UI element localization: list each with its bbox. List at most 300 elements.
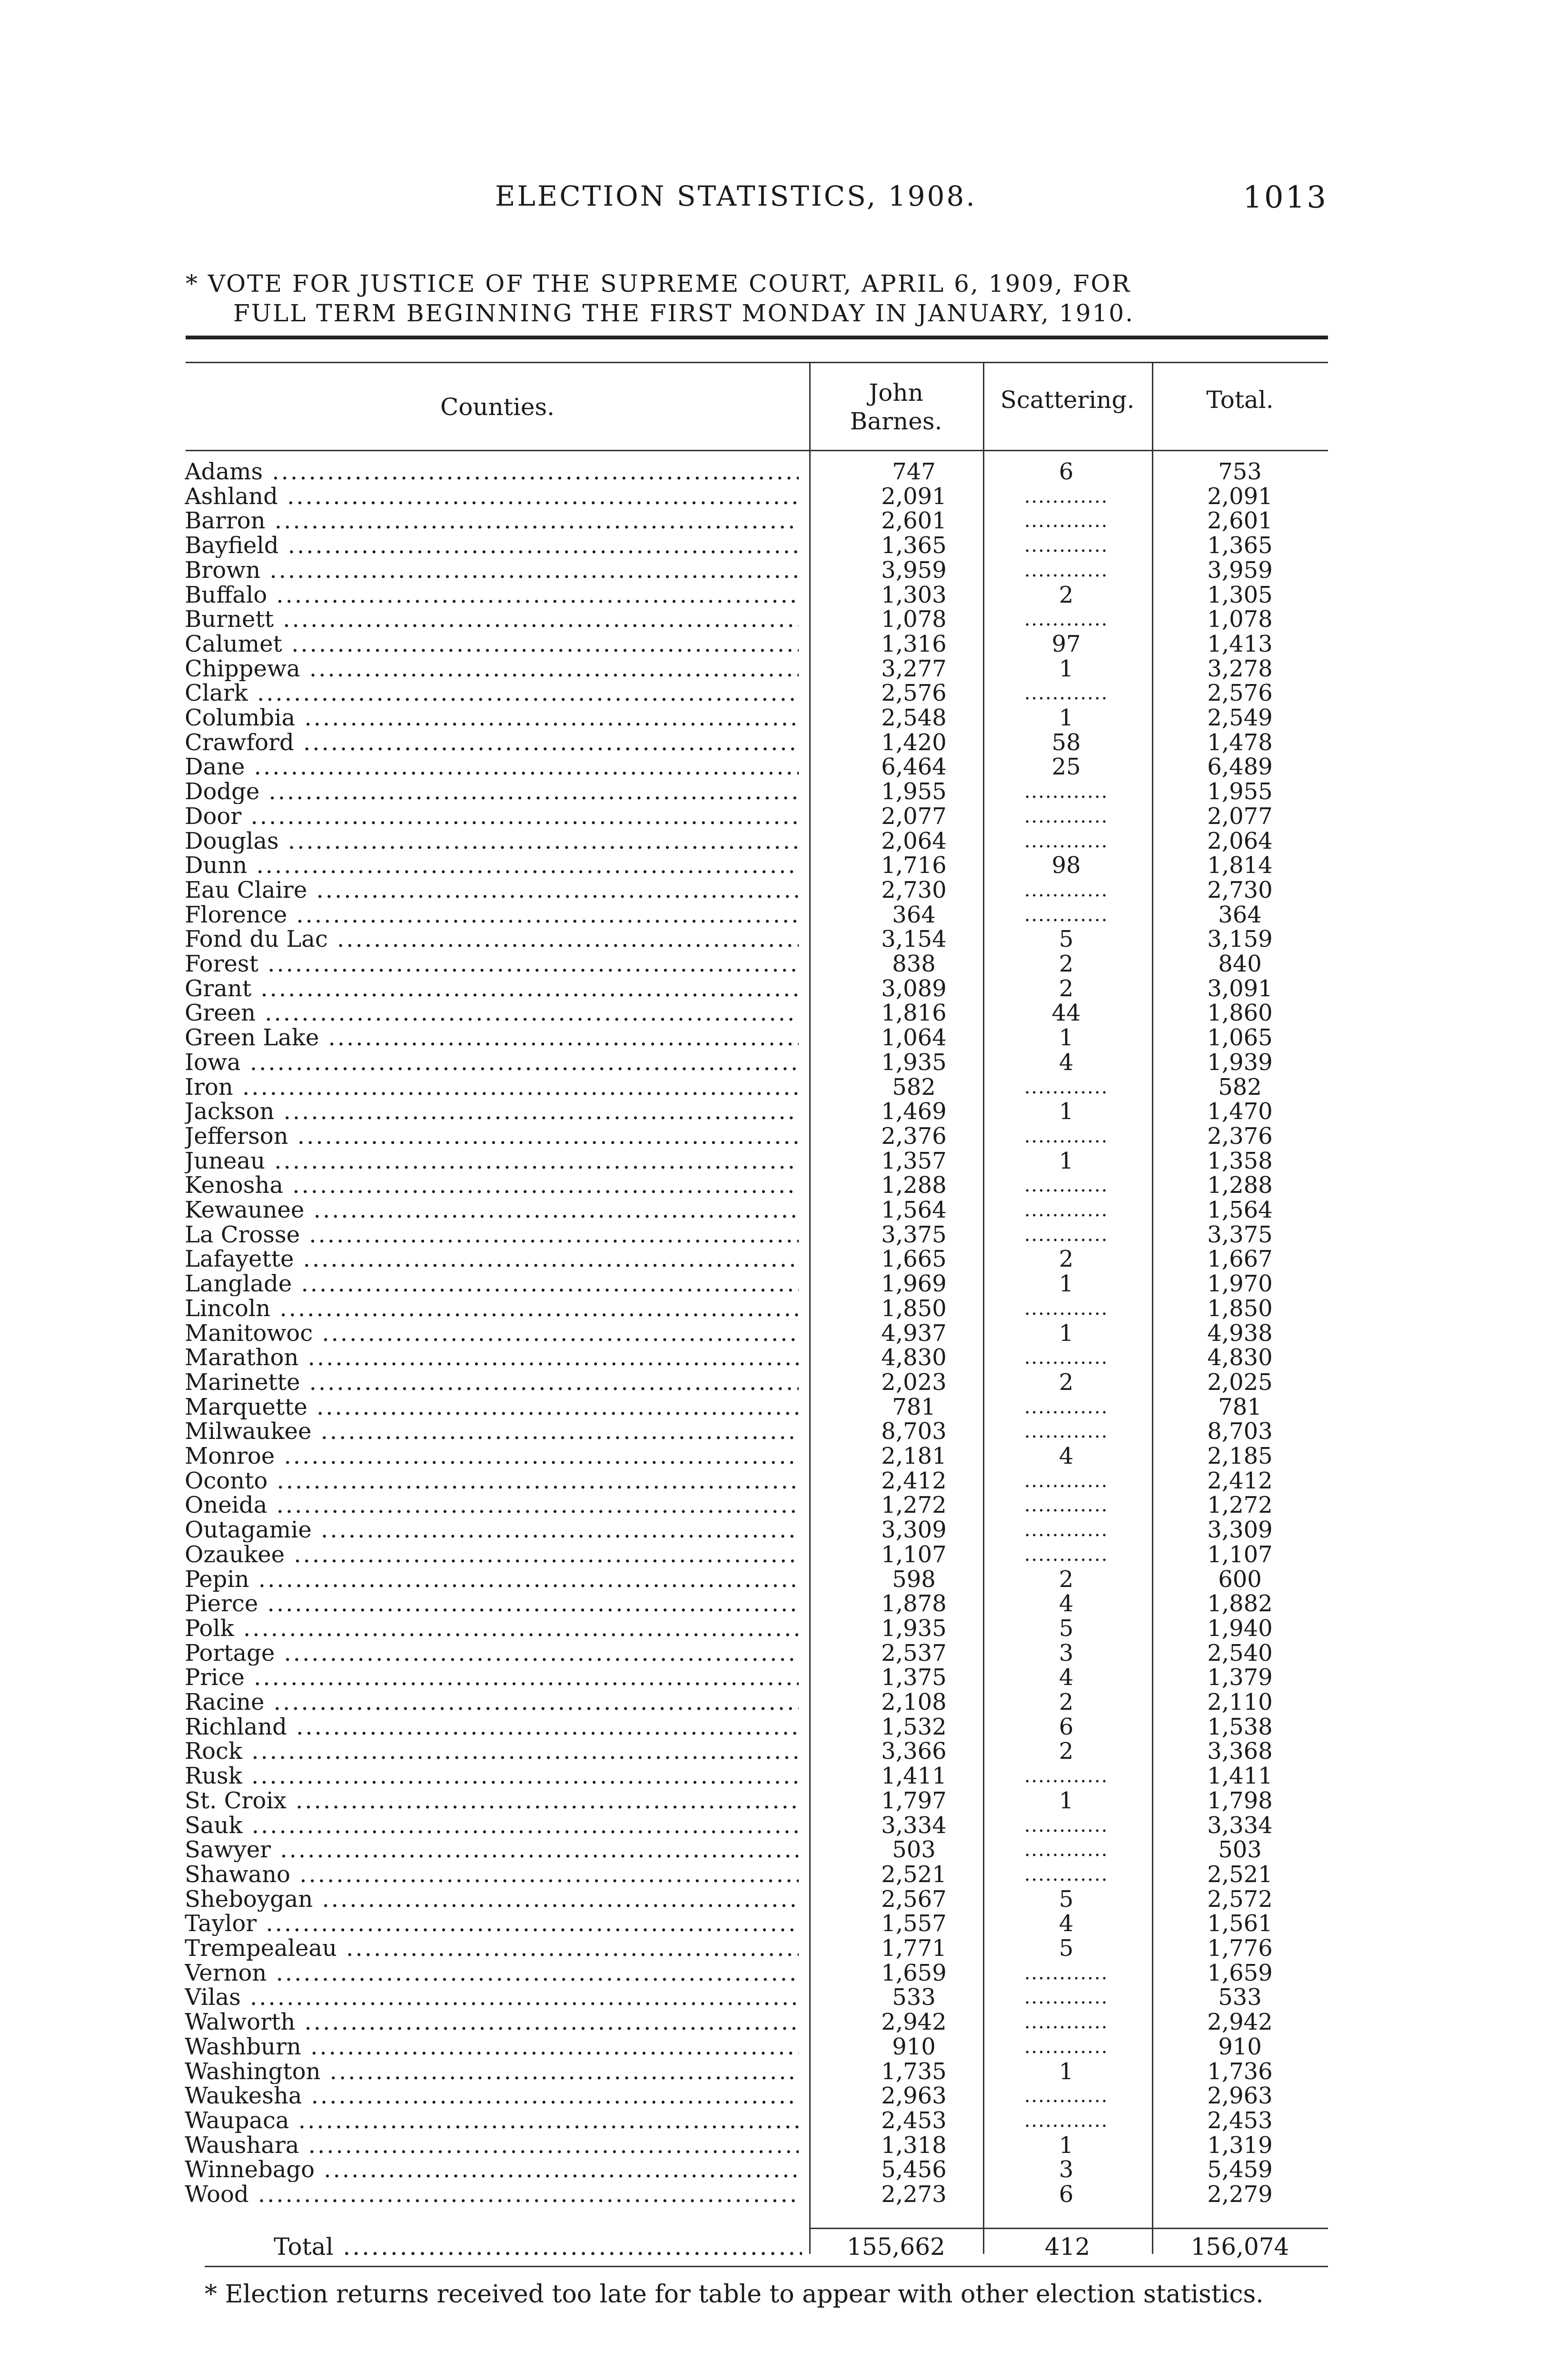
county-name: Waupaca .....	[185, 2108, 799, 2133]
header-bottom-rule	[186, 450, 1328, 451]
scattering-votes: 2	[1059, 582, 1074, 607]
county-name: Fond du Lac .....	[185, 927, 799, 952]
table-row	[0, 1764, 1546, 1788]
scattering-votes: ............	[1024, 1986, 1109, 2009]
total-votes: 1,776	[1207, 1936, 1273, 1961]
barnes-votes: 1,357	[881, 1148, 947, 1173]
scattering-votes: ............	[1024, 1494, 1109, 1517]
total-total: 156,074	[1190, 2233, 1289, 2261]
county-name: Florence .....	[185, 902, 799, 927]
total-votes: 1,939	[1207, 1050, 1273, 1075]
scattering-votes: 4	[1059, 1911, 1074, 1936]
scattering-votes: 4	[1059, 1665, 1074, 1690]
total-votes: 1,470	[1207, 1099, 1273, 1124]
barnes-votes: 3,309	[881, 1517, 947, 1543]
total-votes: 1,358	[1207, 1148, 1273, 1173]
table-row	[0, 2059, 1546, 2084]
table-row	[0, 976, 1546, 1001]
county-name: Outagamie .....	[185, 1517, 799, 1542]
table-row	[0, 583, 1546, 607]
table-row	[0, 804, 1546, 829]
county-name: Douglas .....	[185, 829, 799, 853]
total-votes: 1,659	[1207, 1960, 1273, 1985]
county-name: St. Croix .....	[185, 1788, 799, 1813]
total-votes: 2,279	[1207, 2182, 1273, 2207]
barnes-votes: 598	[892, 1567, 936, 1592]
barnes-votes: 2,548	[881, 705, 947, 730]
county-name: Crawford .....	[185, 730, 799, 755]
scattering-votes: ............	[1024, 2109, 1109, 2132]
county-name: Oconto .....	[185, 1468, 799, 1493]
total-votes: 600	[1218, 1567, 1262, 1592]
barnes-votes: 8,703	[881, 1419, 947, 1444]
county-name: Dane .....	[185, 754, 799, 779]
scattering-votes: ............	[1024, 2085, 1109, 2107]
scattering-votes: 4	[1059, 1591, 1074, 1616]
table-row	[0, 1075, 1546, 1100]
county-name: Trempealeau .....	[185, 1936, 799, 1961]
table-row	[0, 1001, 1546, 1025]
total-votes: 1,814	[1207, 853, 1273, 878]
scattering-votes: ............	[1024, 1839, 1109, 1861]
county-name: Oneida .....	[185, 1493, 799, 1517]
scattering-votes: ............	[1024, 535, 1109, 557]
county-name: Eau Claire .....	[185, 878, 799, 902]
total-votes: 1,413	[1207, 631, 1273, 656]
scattering-votes: ............	[1024, 1420, 1109, 1443]
total-votes: 1,561	[1207, 1911, 1273, 1936]
scattering-votes: ............	[1024, 485, 1109, 507]
county-name: Pierce .....	[185, 1591, 799, 1616]
scattering-votes: 98	[1051, 853, 1081, 878]
barnes-votes: 1,375	[881, 1665, 947, 1690]
county-name: Lafayette .....	[185, 1247, 799, 1271]
page-number: 1013	[1243, 180, 1328, 215]
total-votes: 1,365	[1207, 533, 1273, 558]
scattering-votes: 2	[1059, 1369, 1074, 1395]
scattering-votes: 6	[1059, 2182, 1074, 2207]
barnes-votes: 2,412	[881, 1468, 947, 1493]
county-name: Burnett .....	[185, 607, 799, 632]
table-row	[0, 1050, 1546, 1075]
table-row	[0, 927, 1546, 952]
table-row	[0, 1936, 1546, 1961]
total-votes: 2,963	[1207, 2083, 1273, 2109]
column-header-counties: Counties.	[440, 393, 555, 421]
total-votes: 1,798	[1207, 1788, 1273, 1813]
barnes-votes: 2,601	[881, 508, 947, 534]
scattering-votes: 5	[1059, 1936, 1074, 1961]
county-name: La Crosse .....	[185, 1222, 799, 1247]
total-votes: 3,159	[1207, 927, 1273, 952]
table-row	[0, 705, 1546, 730]
column-header-barnes	[809, 378, 983, 436]
total-votes: 2,572	[1207, 1886, 1273, 1912]
total-votes: 1,305	[1207, 582, 1273, 607]
scattering-votes: 1	[1059, 1099, 1074, 1124]
county-name: Grant .....	[185, 976, 799, 1001]
table-row	[0, 1493, 1546, 1517]
barnes-votes: 1,935	[881, 1050, 947, 1075]
table-row	[0, 1296, 1546, 1321]
county-name: Jefferson .....	[185, 1124, 799, 1149]
total-votes: 2,453	[1207, 2108, 1273, 2133]
scattering-votes: ............	[1024, 1125, 1109, 1147]
table-row	[0, 1665, 1546, 1690]
table-row	[0, 2010, 1546, 2034]
table-row	[0, 902, 1546, 927]
barnes-votes: 838	[892, 952, 936, 976]
scattering-votes: ............	[1024, 1863, 1109, 1885]
table-row	[0, 1271, 1546, 1296]
barnes-votes: 1,969	[881, 1271, 947, 1297]
table-title-line-1: * VOTE FOR JUSTICE OF THE SUPREME COURT, APRIL 6, 1909, FOR	[186, 270, 1131, 298]
barnes-votes: 1,935	[881, 1616, 947, 1641]
scattering-votes: 2	[1059, 1690, 1074, 1715]
scattering-votes: 6	[1059, 459, 1074, 484]
county-name: Langlade .....	[185, 1271, 799, 1296]
scattering-votes: ............	[1024, 2035, 1109, 2058]
total-votes: 1,940	[1207, 1616, 1273, 1641]
scattering-votes: ............	[1024, 903, 1109, 926]
county-name: Ozaukee .....	[185, 1542, 799, 1567]
county-name: Iowa .....	[185, 1050, 799, 1075]
total-label: Total .....	[274, 2232, 802, 2261]
total-votes: 3,368	[1207, 1739, 1273, 1764]
total-votes: 364	[1218, 902, 1262, 927]
barnes-votes: 1,303	[881, 582, 947, 607]
table-row	[0, 878, 1546, 902]
table-row	[0, 1370, 1546, 1395]
county-name: Marathon .....	[185, 1345, 799, 1370]
total-votes: 2,942	[1207, 2010, 1273, 2035]
barnes-votes: 6,464	[881, 754, 947, 780]
county-name: Walworth .....	[185, 2010, 799, 2034]
top-rule	[186, 336, 1328, 339]
total-barnes: 155,662	[847, 2233, 945, 2261]
total-votes: 4,938	[1207, 1320, 1273, 1346]
table-row	[0, 1247, 1546, 1271]
total-votes: 1,564	[1207, 1198, 1273, 1222]
scattering-votes: 5	[1059, 1616, 1074, 1641]
total-votes: 2,185	[1207, 1444, 1273, 1468]
table-row	[0, 1345, 1546, 1370]
table-row	[0, 1715, 1546, 1739]
total-votes: 4,830	[1207, 1345, 1273, 1370]
county-name: Racine .....	[185, 1690, 799, 1715]
scattering-votes: ............	[1024, 1469, 1109, 1492]
county-name: Kewaunee .....	[185, 1198, 799, 1222]
total-votes: 1,970	[1207, 1271, 1273, 1297]
scattering-votes: ............	[1024, 1199, 1109, 1221]
total-votes: 503	[1218, 1837, 1262, 1863]
barnes-votes: 1,316	[881, 631, 947, 656]
table-row	[0, 1222, 1546, 1247]
barnes-votes: 582	[892, 1074, 936, 1100]
total-votes: 1,882	[1207, 1591, 1273, 1616]
table-row	[0, 533, 1546, 558]
total-votes: 1,736	[1207, 2059, 1273, 2084]
total-votes: 3,091	[1207, 976, 1273, 1001]
total-votes: 2,376	[1207, 1123, 1273, 1149]
scattering-votes: 1	[1059, 1320, 1074, 1346]
scattering-votes: 1	[1059, 656, 1074, 681]
table-row	[0, 1542, 1546, 1567]
table-row	[0, 1567, 1546, 1592]
barnes-votes: 747	[892, 459, 936, 484]
column-header-total: Total.	[1206, 386, 1274, 414]
table-row	[0, 2182, 1546, 2207]
scattering-votes: ............	[1024, 510, 1109, 532]
table-row	[0, 558, 1546, 583]
table-row	[0, 1025, 1546, 1050]
total-votes: 533	[1218, 1985, 1262, 2010]
total-votes: 1,411	[1207, 1764, 1273, 1789]
table-title-line-2: FULL TERM BEGINNING THE FIRST MONDAY IN JANUARY, 1910.	[233, 299, 1135, 327]
county-name: Buffalo .....	[185, 583, 799, 607]
barnes-votes: 2,942	[881, 2010, 947, 2035]
barnes-votes: 1,557	[881, 1911, 947, 1936]
county-name: Adams .....	[185, 459, 799, 484]
county-name: Kenosha .....	[185, 1173, 799, 1198]
table-row	[0, 1690, 1546, 1715]
county-name: Bayfield .....	[185, 533, 799, 558]
table-row	[0, 1419, 1546, 1444]
scattering-votes: ............	[1024, 781, 1109, 803]
total-votes: 2,110	[1207, 1690, 1273, 1715]
total-votes: 2,549	[1207, 705, 1273, 730]
barnes-votes: 1,272	[881, 1493, 947, 1518]
county-name: Taylor .....	[185, 1911, 799, 1936]
table-row	[0, 1124, 1546, 1149]
total-votes: 3,278	[1207, 656, 1273, 681]
total-votes: 1,538	[1207, 1714, 1273, 1739]
total-votes: 2,521	[1207, 1862, 1273, 1887]
barnes-votes: 2,453	[881, 2108, 947, 2133]
county-name: Calumet .....	[185, 632, 799, 656]
county-name: Door .....	[185, 804, 799, 829]
county-name: Vilas .....	[185, 1985, 799, 2010]
county-name: Sheboygan .....	[185, 1887, 799, 1912]
barnes-votes: 3,089	[881, 976, 947, 1001]
table-row	[0, 508, 1546, 533]
barnes-votes: 2,023	[881, 1369, 947, 1395]
table-row	[0, 1887, 1546, 1912]
table-row	[0, 730, 1546, 755]
barnes-votes: 1,659	[881, 1960, 947, 1985]
county-name: Shawano .....	[185, 1862, 799, 1887]
table-row	[0, 754, 1546, 779]
table-row	[0, 607, 1546, 632]
total-votes: 1,272	[1207, 1493, 1273, 1518]
table-row	[0, 459, 1546, 484]
barnes-votes: 5,456	[881, 2157, 947, 2182]
table-row	[0, 1321, 1546, 1346]
table-row	[0, 1099, 1546, 1124]
county-name: Washington .....	[185, 2059, 799, 2084]
scattering-votes: ............	[1024, 1765, 1109, 1787]
barnes-votes: 2,181	[881, 1444, 947, 1468]
barnes-votes: 533	[892, 1985, 936, 2010]
scattering-votes: ............	[1024, 879, 1109, 901]
scattering-votes: ............	[1024, 2011, 1109, 2033]
barnes-votes: 2,064	[881, 828, 947, 853]
total-votes: 1,107	[1207, 1542, 1273, 1567]
barnes-votes: 1,735	[881, 2059, 947, 2084]
scattering-votes: 1	[1059, 2059, 1074, 2084]
county-name: Dodge .....	[185, 779, 799, 804]
scattering-votes: 3	[1059, 2157, 1074, 2182]
table-row	[0, 1517, 1546, 1542]
total-rule	[809, 2228, 1328, 2229]
scattering-votes: 2	[1059, 976, 1074, 1001]
barnes-votes: 2,537	[881, 1640, 947, 1666]
county-name: Pepin .....	[185, 1567, 799, 1592]
total-votes: 1,667	[1207, 1247, 1273, 1272]
table-row	[0, 2108, 1546, 2133]
county-name: Polk .....	[185, 1616, 799, 1641]
table-row	[0, 2083, 1546, 2108]
table-row	[0, 952, 1546, 976]
bottom-rule	[205, 2266, 1328, 2267]
total-votes: 1,955	[1207, 779, 1273, 804]
scattering-votes: ............	[1024, 1519, 1109, 1541]
scattering-votes: 1	[1059, 705, 1074, 730]
county-name: Portage .....	[185, 1641, 799, 1666]
county-name: Chippewa .....	[185, 656, 799, 681]
scattering-votes: 5	[1059, 927, 1074, 952]
county-name: Ashland .....	[185, 484, 799, 509]
barnes-votes: 3,277	[881, 656, 947, 681]
county-name: Wood .....	[185, 2182, 799, 2207]
table-row	[0, 1591, 1546, 1616]
scattering-votes: 2	[1059, 1739, 1074, 1764]
county-name: Barron .....	[185, 508, 799, 533]
county-name: Green Lake .....	[185, 1025, 799, 1050]
county-name: Marinette .....	[185, 1370, 799, 1395]
table-row	[0, 1395, 1546, 1419]
barnes-votes: 1,107	[881, 1542, 947, 1567]
total-votes: 3,959	[1207, 557, 1273, 583]
table-row	[0, 779, 1546, 804]
county-name: Iron .....	[185, 1075, 799, 1100]
barnes-votes: 1,665	[881, 1247, 947, 1272]
barnes-votes: 1,532	[881, 1714, 947, 1739]
scattering-votes: ............	[1024, 805, 1109, 827]
table-title	[186, 269, 1328, 328]
total-votes: 2,025	[1207, 1369, 1273, 1395]
barnes-votes: 1,469	[881, 1099, 947, 1124]
scattering-votes: ............	[1024, 1174, 1109, 1197]
county-name: Milwaukee .....	[185, 1419, 799, 1444]
footnote: * Election returns received too late for table to appear with other election statistics.	[205, 2280, 1264, 2309]
scattering-votes: ............	[1024, 559, 1109, 581]
barnes-votes: 1,771	[881, 1936, 947, 1961]
table-row	[0, 1149, 1546, 1173]
barnes-votes: 3,959	[881, 557, 947, 583]
total-votes: 2,730	[1207, 877, 1273, 902]
barnes-votes: 1,850	[881, 1296, 947, 1321]
scattering-votes: 1	[1059, 1025, 1074, 1051]
county-name: Juneau .....	[185, 1149, 799, 1173]
county-name: Rock .....	[185, 1739, 799, 1764]
county-name: Rusk .....	[185, 1764, 799, 1788]
total-votes: 582	[1218, 1074, 1262, 1100]
total-votes: 781	[1218, 1394, 1262, 1419]
total-votes: 3,309	[1207, 1517, 1273, 1543]
total-votes: 2,091	[1207, 484, 1273, 509]
barnes-votes: 1,318	[881, 2132, 947, 2158]
scattering-votes: ............	[1024, 1223, 1109, 1246]
scattering-votes: 44	[1051, 1001, 1081, 1026]
scattering-votes: 58	[1051, 730, 1081, 755]
table-row	[0, 1788, 1546, 1813]
barnes-votes: 1,064	[881, 1025, 947, 1051]
county-name: Green .....	[185, 1001, 799, 1025]
scattering-votes: 1	[1059, 1788, 1074, 1813]
scattering-votes: 4	[1059, 1444, 1074, 1468]
total-votes: 8,703	[1207, 1419, 1273, 1444]
table-row	[0, 656, 1546, 681]
county-name: Dunn .....	[185, 853, 799, 878]
county-name: Sawyer .....	[185, 1837, 799, 1862]
scattering-votes: 3	[1059, 1640, 1074, 1666]
scattering-votes: ............	[1024, 830, 1109, 852]
table-row	[0, 2157, 1546, 2182]
barnes-votes: 910	[892, 2034, 936, 2059]
barnes-votes: 1,955	[881, 779, 947, 804]
barnes-votes: 2,521	[881, 1862, 947, 1887]
county-name: Waukesha .....	[185, 2083, 799, 2108]
header-top-rule	[186, 362, 1328, 363]
total-votes: 910	[1218, 2034, 1262, 2059]
barnes-votes: 1,878	[881, 1591, 947, 1616]
barnes-votes: 1,564	[881, 1198, 947, 1222]
scattering-votes: 25	[1051, 754, 1081, 780]
total-votes: 2,064	[1207, 828, 1273, 853]
scattering-votes: 4	[1059, 1050, 1074, 1075]
scattering-votes: ............	[1024, 1347, 1109, 1369]
county-name: Columbia .....	[185, 705, 799, 730]
county-name: Richland .....	[185, 1715, 799, 1739]
table-row	[0, 853, 1546, 878]
barnes-votes: 2,091	[881, 484, 947, 509]
table-row	[0, 1837, 1546, 1862]
county-name: Clark .....	[185, 681, 799, 705]
table-row	[0, 1616, 1546, 1641]
table-row	[0, 1444, 1546, 1468]
barnes-votes: 2,576	[881, 681, 947, 706]
running-title: ELECTION STATISTICS, 1908.	[495, 180, 977, 212]
total-votes: 1,850	[1207, 1296, 1273, 1321]
scattering-votes: 2	[1059, 1567, 1074, 1592]
table-row	[0, 2034, 1546, 2059]
barnes-votes: 503	[892, 1837, 936, 1863]
total-votes: 2,077	[1207, 803, 1273, 829]
total-votes: 2,576	[1207, 681, 1273, 706]
county-name: Price .....	[185, 1665, 799, 1690]
table-row	[0, 1985, 1546, 2010]
total-votes: 3,334	[1207, 1813, 1273, 1838]
barnes-votes: 1,411	[881, 1764, 947, 1789]
total-votes: 6,489	[1207, 754, 1273, 780]
total-votes: 1,379	[1207, 1665, 1273, 1690]
barnes-votes: 3,366	[881, 1739, 947, 1764]
table-row	[0, 1198, 1546, 1222]
scattering-votes: 6	[1059, 1714, 1074, 1739]
scattering-votes: ............	[1024, 1396, 1109, 1418]
county-name: Vernon .....	[185, 1961, 799, 1985]
